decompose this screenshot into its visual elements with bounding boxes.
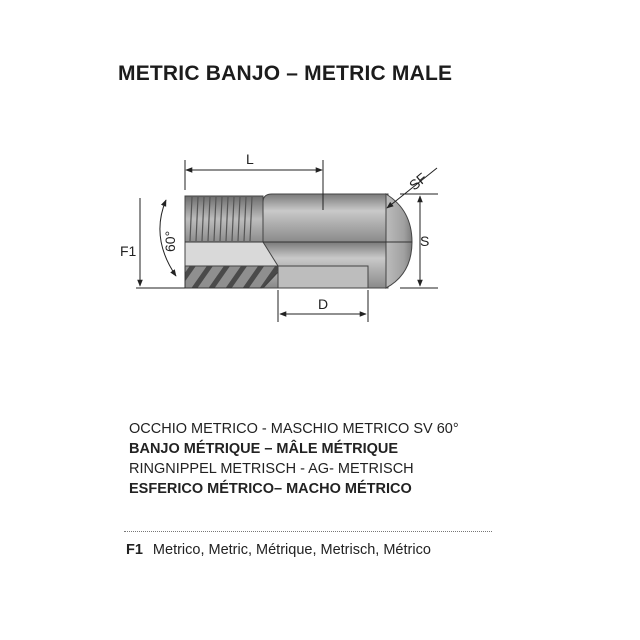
banjo-eye-lower bbox=[386, 242, 412, 288]
spec-line bbox=[126, 542, 431, 558]
section-bore bbox=[185, 242, 278, 266]
dotted-divider bbox=[124, 531, 492, 532]
angle-60 bbox=[160, 200, 178, 276]
description-line-es: ESFERICO MÉTRICO– MACHO MÉTRICO bbox=[129, 481, 412, 497]
label-L: L bbox=[246, 151, 254, 167]
spec-text: Metrico, Metric, Métrique, Metrisch, Métrico bbox=[152, 542, 431, 558]
description-block bbox=[129, 419, 459, 499]
section-hatching bbox=[185, 266, 278, 288]
fitting-lower-half-section bbox=[185, 242, 412, 288]
description-line-fr: BANJO MÉTRIQUE – MÂLE MÉTRIQUE bbox=[129, 441, 399, 457]
dimension-D bbox=[278, 290, 368, 322]
fitting-body bbox=[263, 194, 388, 242]
fitting-upper-half bbox=[185, 194, 412, 242]
banjo-eye bbox=[386, 194, 412, 242]
description-line-de: RINGNIPPEL METRISCH - AG- METRISCH bbox=[129, 461, 414, 477]
inner-bore bbox=[278, 266, 368, 288]
description-line-it: OCCHIO METRICO - MASCHIO METRICO SV 60° bbox=[129, 421, 459, 437]
label-D: D bbox=[318, 296, 329, 312]
spec-code: F1 bbox=[126, 542, 143, 558]
label-angle: 60° bbox=[162, 230, 178, 252]
label-F1: F1 bbox=[120, 243, 137, 259]
page-title: METRIC BANJO – METRIC MALE bbox=[118, 62, 453, 85]
dimension-SF bbox=[387, 168, 437, 208]
label-S: S bbox=[420, 233, 430, 249]
label-SF: SF bbox=[405, 169, 430, 194]
